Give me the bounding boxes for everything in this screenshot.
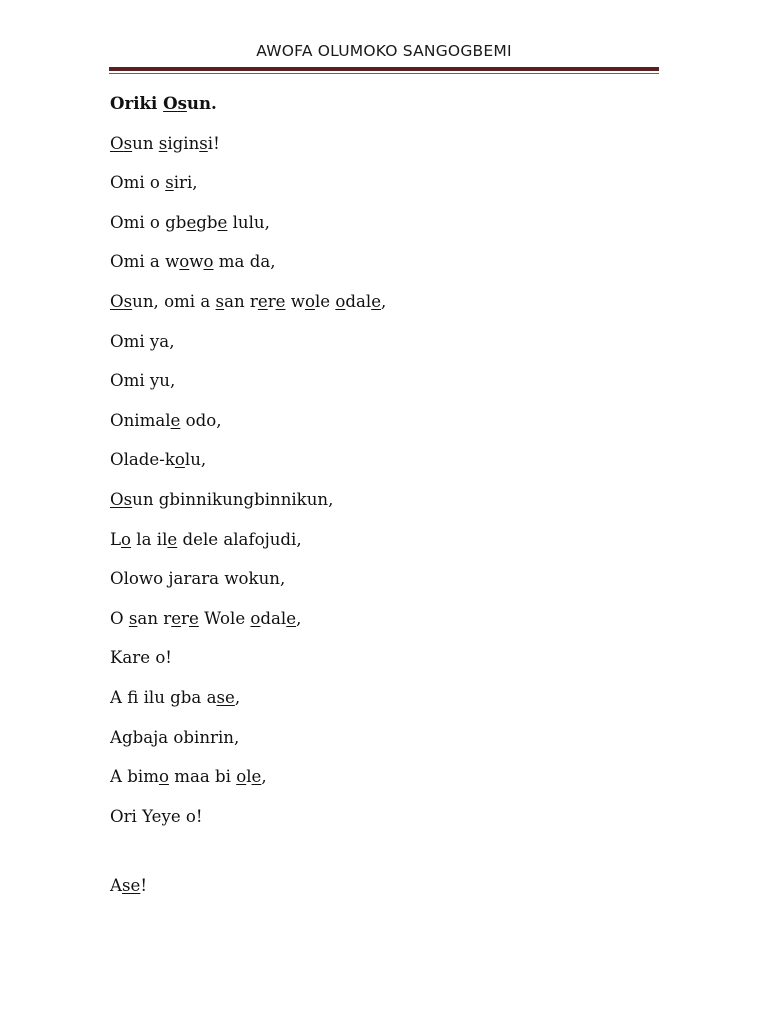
text-run: un. (186, 93, 217, 113)
underlined-letter: o (304, 291, 315, 311)
text-run: A fi ilu gba a (110, 687, 217, 707)
poem-body (110, 84, 670, 906)
underlined-letter: e (186, 212, 197, 232)
text-run: Omi yu, (110, 371, 176, 391)
text-run: lu, (184, 450, 207, 470)
underlined-letter: O (110, 489, 124, 509)
text-run: Agbaja obinrin, (110, 727, 240, 747)
text-run: Olowo jarara wokun, (110, 569, 286, 589)
text-run: O (110, 608, 129, 628)
underlined-letter: e (225, 687, 235, 707)
text-run: un, omi a (132, 291, 216, 311)
underlined-letter: e (130, 876, 141, 896)
text-run: w (285, 291, 305, 311)
poem-line (110, 242, 670, 282)
text-run: , (234, 687, 241, 707)
poem-line (110, 757, 670, 797)
underlined-letter: e (257, 291, 268, 311)
header-rule-thick (109, 67, 659, 71)
poem-line (110, 163, 670, 203)
text-run: odo, (180, 410, 222, 430)
text-run: Ori Yeye o! (110, 806, 203, 826)
text-run: Omi a w (110, 252, 180, 272)
text-run: un (132, 133, 159, 153)
underlined-letter: s (128, 608, 138, 628)
text-run: dal (345, 291, 372, 311)
poem-line (110, 678, 670, 718)
text-run: i! (207, 133, 220, 153)
underlined-letter: e (170, 410, 181, 430)
text-run: un gbinnikungbinnikun, (132, 489, 334, 509)
text-run: igin (167, 133, 200, 153)
text-run: l (246, 767, 252, 787)
underlined-letter: s (216, 687, 226, 707)
underlined-letter: e (188, 608, 199, 628)
poem-lines (110, 124, 670, 837)
underlined-letter: s (123, 291, 133, 311)
underlined-letter: e (371, 291, 382, 311)
underlined-letter: o (179, 252, 190, 272)
underlined-letter: O (110, 133, 124, 153)
underlined-letter: o (203, 252, 214, 272)
poem-line (110, 440, 670, 480)
poem-title (110, 84, 670, 124)
poem-line (110, 124, 670, 164)
poem-line (110, 718, 670, 758)
text-run: dele alafojudi, (177, 529, 302, 549)
text-run: iri, (173, 173, 198, 193)
text-run: , (296, 608, 302, 628)
poem-closing (110, 866, 670, 906)
text-run: , (261, 767, 267, 787)
text-run: L (110, 529, 122, 549)
underlined-letter: e (167, 529, 178, 549)
text-run: , (381, 291, 387, 311)
underlined-letter: e (286, 608, 297, 628)
text-run: ma da, (213, 252, 276, 272)
underlined-letter: o (174, 450, 185, 470)
underlined-letter: o (250, 608, 261, 628)
text-run: an r (224, 291, 258, 311)
underlined-letter: s (158, 133, 168, 153)
text-run: le (314, 291, 336, 311)
text-run: Kare o! (110, 648, 172, 668)
underlined-letter: s (177, 93, 187, 113)
underlined-letter: e (275, 291, 286, 311)
underlined-letter: o (158, 767, 169, 787)
text-run: Omi o (110, 173, 166, 193)
underlined-letter: s (121, 876, 131, 896)
underlined-letter: o (236, 767, 247, 787)
poem-line (110, 599, 670, 639)
underlined-letter: e (217, 212, 228, 232)
text-run: Wole (198, 608, 251, 628)
poem-line (110, 322, 670, 362)
text-run: Onimal (110, 410, 171, 430)
text-run: Oriki (110, 93, 164, 113)
underlined-letter: o (335, 291, 346, 311)
text-run: A bim (110, 767, 159, 787)
poem-line (110, 401, 670, 441)
stanza-gap (110, 836, 670, 866)
underlined-letter: O (110, 291, 124, 311)
poem-line (110, 361, 670, 401)
underlined-letter: e (251, 767, 262, 787)
text-run: Omi o gb (110, 212, 187, 232)
underlined-letter: s (123, 133, 133, 153)
text-run: A (110, 876, 122, 896)
poem-line (110, 480, 670, 520)
text-run: ! (140, 876, 148, 896)
underlined-letter: s (123, 489, 133, 509)
poem-line (110, 638, 670, 678)
text-run: Olade-k (110, 450, 175, 470)
text-run: an r (137, 608, 172, 628)
text-run: r (267, 291, 276, 311)
underlined-letter: s (215, 291, 225, 311)
text-run: la il (131, 529, 168, 549)
poem-line (110, 282, 670, 322)
text-run: w (189, 252, 204, 272)
poem-line (110, 559, 670, 599)
text-run: Omi ya, (110, 331, 175, 351)
text-run: lulu, (227, 212, 270, 232)
text-run: r (181, 608, 189, 628)
header-rule-thin (109, 73, 659, 74)
poem-line (110, 797, 670, 837)
underlined-letter: s (165, 173, 174, 193)
text-run: dal (260, 608, 287, 628)
page-header: AWOFA OLUMOKO SANGOGBEMI (256, 42, 512, 60)
underlined-letter: s (199, 133, 208, 153)
poem-line (110, 203, 670, 243)
underlined-letter: e (171, 608, 182, 628)
underlined-letter: o (121, 529, 132, 549)
poem-line (110, 520, 670, 560)
text-run: maa bi (168, 767, 237, 787)
underlined-letter: O (163, 93, 178, 113)
text-run: gb (196, 212, 218, 232)
